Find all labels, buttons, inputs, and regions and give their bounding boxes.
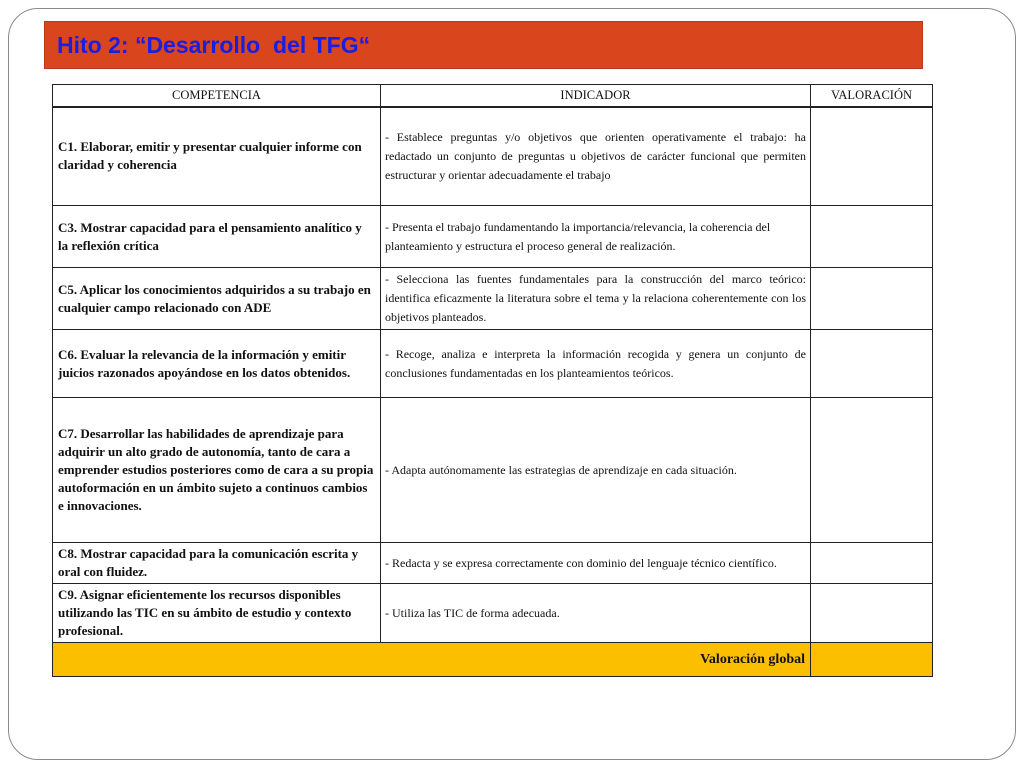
competencia-cell: C6. Evaluar la relevancia de la información y emitir juicios razonados apoyándose en los datos obtenidos. <box>53 330 381 398</box>
valoracion-cell[interactable] <box>811 107 933 206</box>
valoracion-cell[interactable] <box>811 268 933 330</box>
indicador-cell: - Presenta el trabajo fundamentando la importancia/relevancia, la coherencia del planteamiento y estructura el proceso general de realización. <box>381 206 811 268</box>
indicador-cell: - Adapta autónomamente las estrategias de aprendizaje en cada situación. <box>381 398 811 543</box>
indicador-cell: - Establece preguntas y/o objetivos que orienten operativamente el trabajo: ha redactado un conjunto de preguntas u objetivos de carácter funcional que permiten estructurar y orientar adecuadamente el trabajo <box>381 107 811 206</box>
table-row <box>53 107 933 206</box>
header-indicador: INDICADOR <box>381 85 811 107</box>
table-row <box>53 206 933 268</box>
competencia-cell: C1. Elaborar, emitir y presentar cualquier informe con claridad y coherencia <box>53 107 381 206</box>
indicador-cell: - Recoge, analiza e interpreta la información recogida y genera un conjunto de conclusiones fundamentadas en los planteamientos teóricos. <box>381 330 811 398</box>
valoracion-cell[interactable] <box>811 543 933 584</box>
title-bar <box>44 21 923 69</box>
global-label: Valoración global <box>53 643 811 677</box>
valoracion-cell[interactable] <box>811 206 933 268</box>
competencia-cell: C3. Mostrar capacidad para el pensamiento analítico y la reflexión crítica <box>53 206 381 268</box>
competencia-cell: C7. Desarrollar las habilidades de aprendizaje para adquirir un alto grado de autonomía, tanto de cara a emprender estudios posteriores como de cara a su propia autoformación en un ámbito sujeto a continuos cambios e innovaciones. <box>53 398 381 543</box>
table-row <box>53 268 933 330</box>
table-row <box>53 543 933 584</box>
table-header-row <box>53 85 933 107</box>
rubric-table <box>52 84 933 677</box>
valoracion-cell[interactable] <box>811 584 933 643</box>
valoracion-cell[interactable] <box>811 398 933 543</box>
header-competencia: COMPETENCIA <box>53 85 381 107</box>
valoracion-cell[interactable] <box>811 330 933 398</box>
global-row <box>53 643 933 677</box>
competencia-cell: C9. Asignar eficientemente los recursos disponibles utilizando las TIC en su ámbito de estudio y contexto profesional. <box>53 584 381 643</box>
competencia-cell: C5. Aplicar los conocimientos adquiridos a su trabajo en cualquier campo relacionado con ADE <box>53 268 381 330</box>
header-valoracion: VALORACIÓN <box>811 85 933 107</box>
competencia-cell: C8. Mostrar capacidad para la comunicación escrita y oral con fluidez. <box>53 543 381 584</box>
indicador-cell: - Utiliza las TIC de forma adecuada. <box>381 584 811 643</box>
indicador-cell: - Redacta y se expresa correctamente con dominio del lenguaje técnico científico. <box>381 543 811 584</box>
table-row <box>53 330 933 398</box>
table-row <box>53 584 933 643</box>
slide-title: Hito 2: “Desarrollo del TFG“ <box>57 31 371 58</box>
indicador-cell: - Selecciona las fuentes fundamentales para la construcción del marco teórico: identifica eficazmente la literatura sobre el tema y la relaciona coherentemente con los objetivos planteados. <box>381 268 811 330</box>
global-value-cell[interactable] <box>811 643 933 677</box>
table-row <box>53 398 933 543</box>
